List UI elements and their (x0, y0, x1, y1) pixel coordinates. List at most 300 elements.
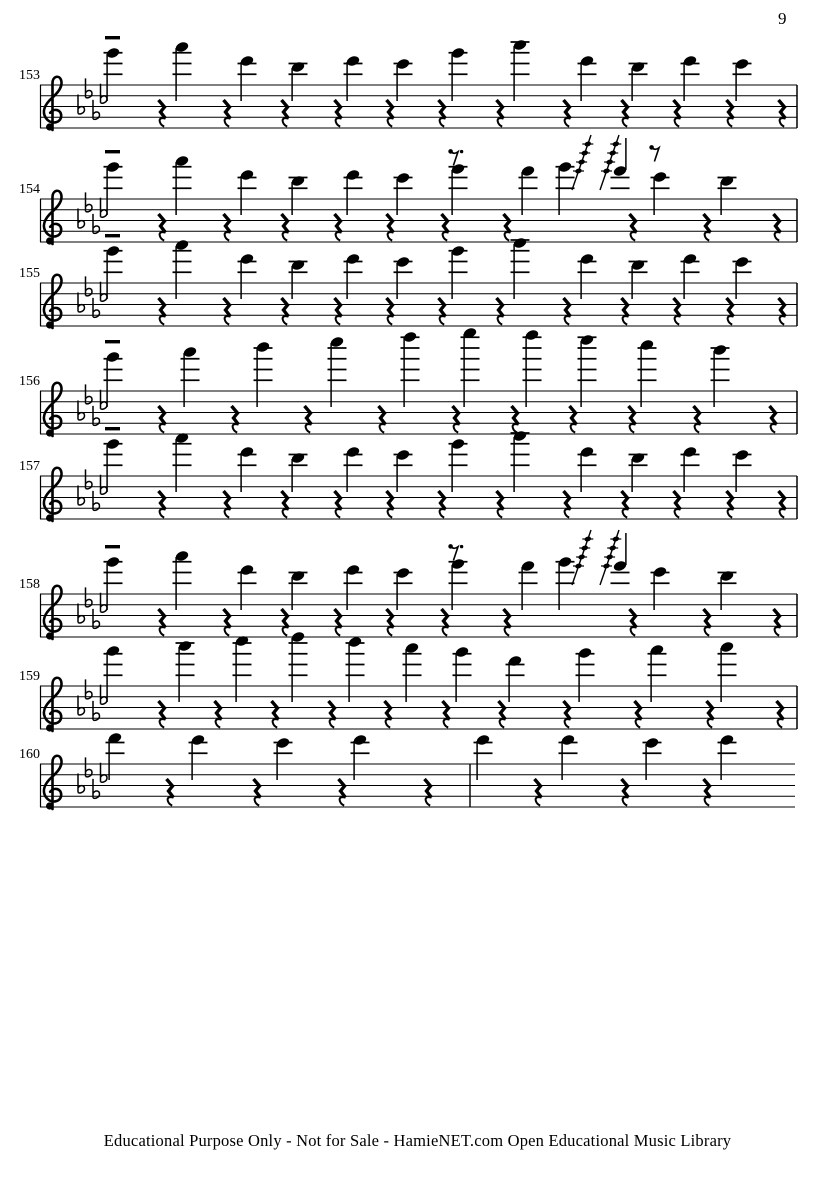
clef-blob (46, 123, 53, 130)
flat-stroke (86, 757, 93, 776)
note (474, 734, 493, 780)
rest-zigzag (282, 298, 289, 317)
quarter-rest (282, 100, 289, 127)
rest-hook (225, 509, 231, 517)
rest-zigzag (622, 491, 629, 510)
rest-hook (778, 719, 784, 727)
quarter-rest (282, 609, 289, 636)
quarter-rest (630, 214, 637, 241)
note (556, 161, 575, 215)
flat-sign (101, 475, 108, 494)
flat-stroke (101, 282, 108, 301)
quarter-rest (335, 100, 342, 127)
quarter-rest (564, 298, 571, 325)
grace-notehead (575, 168, 583, 175)
tenuto-dash (105, 340, 120, 343)
clef-blob (46, 321, 53, 328)
quarter-rest (305, 406, 312, 433)
flat-stroke (101, 198, 108, 217)
quarter-rest (443, 701, 450, 728)
rest-zigzag (499, 701, 506, 720)
rest-hook (631, 627, 637, 635)
rest-hook (160, 232, 166, 240)
quarter-rest (630, 609, 637, 636)
quarter-rest (727, 298, 734, 325)
note (394, 449, 413, 492)
rest-hook (225, 627, 231, 635)
quarter-rest (635, 701, 642, 728)
flat-sign (86, 469, 93, 488)
measure-number: 160 (19, 747, 40, 762)
quarter-rest (727, 100, 734, 127)
flat-sign (101, 84, 108, 103)
flat-stroke (78, 209, 85, 228)
rest-zigzag (439, 491, 446, 510)
rest-zigzag (282, 609, 289, 628)
flat-stroke (93, 298, 100, 317)
clef-blob (46, 632, 53, 639)
rest-hook (160, 719, 166, 727)
rest-stroke (451, 546, 458, 560)
note (643, 737, 662, 780)
rest-zigzag (622, 298, 629, 317)
note (578, 446, 597, 492)
measure-number: 159 (19, 669, 40, 684)
flat-stroke (93, 406, 100, 425)
rest-hook (330, 719, 336, 727)
quarter-rest (497, 298, 504, 325)
rest-zigzag (704, 609, 711, 628)
note (104, 234, 123, 299)
grace-notehead (606, 554, 614, 561)
rest-zigzag (224, 609, 231, 628)
page-number: 9 (778, 9, 787, 28)
flat-stroke (86, 679, 93, 698)
measure-number: 158 (19, 577, 40, 592)
note (238, 55, 257, 101)
rest-hook (705, 797, 711, 805)
quarter-rest (779, 491, 786, 518)
rest-zigzag (622, 100, 629, 119)
quarter-rest (774, 609, 781, 636)
note (559, 734, 578, 780)
rest-zigzag (224, 491, 231, 510)
flat-sign (86, 679, 93, 698)
flat-sign (93, 779, 100, 798)
rest-hook (160, 424, 166, 432)
rest-hook (388, 627, 394, 635)
flat-stroke (86, 587, 93, 606)
flat-sign (78, 486, 85, 505)
rest-zigzag (232, 406, 239, 425)
rest-zigzag (564, 701, 571, 720)
rest-zigzag (335, 298, 342, 317)
note (351, 734, 370, 780)
note (394, 256, 413, 299)
note (449, 47, 468, 101)
rest-stroke (652, 147, 659, 161)
rest-zigzag (379, 406, 386, 425)
rest-hook (565, 509, 571, 517)
flat-sign (101, 282, 108, 301)
flat-sign (93, 609, 100, 628)
rest-zigzag (570, 406, 577, 425)
tenuto-dash (105, 36, 120, 39)
rest-zigzag (282, 214, 289, 233)
quarter-rest (159, 406, 166, 433)
quarter-rest (629, 406, 636, 433)
quarter-rest (622, 298, 629, 325)
rest-hook (283, 232, 289, 240)
rest-hook (283, 118, 289, 126)
rest-zigzag (272, 701, 279, 720)
quarter-rest (707, 701, 714, 728)
note (176, 640, 195, 702)
grace-notehead (603, 168, 611, 175)
rest-zigzag (779, 298, 786, 317)
system-157 (19, 427, 797, 522)
rest-hook (728, 316, 734, 324)
grace-notehead (578, 554, 586, 561)
rest-hook (623, 118, 629, 126)
quarter-rest (442, 609, 449, 636)
rest-zigzag (282, 100, 289, 119)
rest-hook (500, 719, 506, 727)
flat-sign (93, 406, 100, 425)
rest-hook (771, 424, 777, 432)
rest-hook (388, 316, 394, 324)
rest-zigzag (497, 491, 504, 510)
rest-zigzag (674, 491, 681, 510)
rest-hook (388, 232, 394, 240)
note (289, 175, 308, 215)
rest-hook (498, 316, 504, 324)
rest-hook (336, 509, 342, 517)
note (181, 346, 200, 407)
rest-zigzag (635, 701, 642, 720)
rest-zigzag (159, 609, 166, 628)
rest-hook (565, 719, 571, 727)
rest-zigzag (335, 214, 342, 233)
rest-hook (536, 797, 542, 805)
eighth-rest (649, 145, 659, 161)
quarter-rest (777, 701, 784, 728)
note (511, 39, 530, 101)
rest-hook (380, 424, 386, 432)
note (238, 169, 257, 215)
rest-hook (283, 316, 289, 324)
rest-hook (443, 232, 449, 240)
note (733, 256, 752, 299)
quarter-rest (224, 298, 231, 325)
flat-sign (101, 390, 108, 409)
quarter-rest (282, 298, 289, 325)
grace-note-run (572, 530, 593, 585)
rest-zigzag (727, 491, 734, 510)
rest-zigzag (497, 298, 504, 317)
note (718, 734, 737, 780)
rest-zigzag (564, 298, 571, 317)
note (173, 155, 192, 215)
quarter-rest (674, 298, 681, 325)
flat-sign (86, 757, 93, 776)
rest-zigzag (630, 214, 637, 233)
note (344, 253, 363, 299)
flat-stroke (86, 78, 93, 97)
rest-zigzag (329, 701, 336, 720)
flat-stroke (101, 84, 108, 103)
quarter-rest (282, 214, 289, 241)
quarter-rest (159, 100, 166, 127)
flat-sign (93, 701, 100, 720)
note (394, 567, 413, 610)
quarter-rest (387, 100, 394, 127)
note (238, 564, 257, 610)
quarter-rest (215, 701, 222, 728)
measure-number: 155 (19, 266, 40, 281)
rest-zigzag (167, 779, 174, 798)
rest-hook (630, 424, 636, 432)
grace-notehead (584, 536, 592, 543)
rest-zigzag (224, 298, 231, 317)
note (289, 631, 308, 702)
rest-hook (160, 627, 166, 635)
rest-zigzag (774, 214, 781, 233)
note (104, 340, 123, 407)
note (733, 449, 752, 492)
rest-zigzag (694, 406, 701, 425)
quarter-rest (329, 701, 336, 728)
rest-zigzag (774, 609, 781, 628)
system-156 (19, 327, 797, 437)
rest-hook (780, 509, 786, 517)
rest-hook (708, 719, 714, 727)
rest-hook (728, 118, 734, 126)
rest-hook (571, 424, 577, 432)
flat-stroke (78, 95, 85, 114)
quarter-rest (387, 214, 394, 241)
quarter-rest (504, 214, 511, 241)
rest-hook (336, 316, 342, 324)
note (106, 732, 125, 780)
rest-hook (216, 719, 222, 727)
flat-stroke (93, 491, 100, 510)
rest-zigzag (387, 100, 394, 119)
quarter-rest (335, 214, 342, 241)
flat-sign (86, 384, 93, 403)
flat-sign (101, 198, 108, 217)
flat-stroke (101, 390, 108, 409)
rest-hook (336, 118, 342, 126)
quarter-rest (622, 491, 629, 518)
note (511, 430, 530, 492)
rest-hook (443, 627, 449, 635)
note (173, 239, 192, 299)
note (238, 253, 257, 299)
rest-zigzag (630, 609, 637, 628)
quarter-rest (385, 701, 392, 728)
rest-zigzag (439, 100, 446, 119)
quarter-rest (704, 214, 711, 241)
rest-zigzag (779, 491, 786, 510)
rest-zigzag (387, 491, 394, 510)
flat-sign (78, 696, 85, 715)
quarter-rest (499, 701, 506, 728)
quarter-rest (704, 609, 711, 636)
quarter-rest (159, 491, 166, 518)
grace-notehead (581, 545, 589, 552)
flat-sign (78, 604, 85, 623)
rest-zigzag (564, 491, 571, 510)
quarter-rest (504, 609, 511, 636)
quarter-rest (564, 491, 571, 518)
quarter-rest (779, 298, 786, 325)
augmentation-dot (460, 545, 463, 548)
measure-number: 153 (19, 68, 40, 83)
quarter-rest (224, 491, 231, 518)
note (449, 163, 468, 215)
flat-stroke (101, 593, 108, 612)
rest-hook (160, 509, 166, 517)
note (403, 642, 422, 702)
dotted-eighth-rest (448, 149, 463, 165)
system-154 (19, 135, 797, 245)
grace-note-run (600, 135, 621, 190)
rest-hook (454, 424, 460, 432)
quarter-rest (224, 100, 231, 127)
quarter-rest (779, 100, 786, 127)
quarter-rest (335, 609, 342, 636)
rest-zigzag (727, 100, 734, 119)
rest-hook (623, 509, 629, 517)
footer-text: Educational Purpose Only - Not for Sale - HamieNET.com Open Educational Music Library (103, 1131, 732, 1150)
rest-zigzag (387, 298, 394, 317)
note (681, 253, 700, 299)
rest-hook (636, 719, 642, 727)
rest-hook (440, 118, 446, 126)
quarter-rest (774, 214, 781, 241)
rest-hook (336, 232, 342, 240)
rest-hook (444, 719, 450, 727)
rest-hook (505, 232, 511, 240)
rest-zigzag (512, 406, 519, 425)
note (453, 646, 472, 702)
note (274, 737, 293, 780)
rest-hook (273, 719, 279, 727)
rest-hook (780, 316, 786, 324)
dotted-eighth-rest (448, 544, 463, 560)
note (344, 169, 363, 215)
rest-zigzag (224, 100, 231, 119)
system-159 (19, 631, 797, 732)
flat-sign (78, 95, 85, 114)
grace-notehead (612, 141, 620, 148)
rest-hook (440, 509, 446, 517)
quarter-rest (564, 701, 571, 728)
rest-zigzag (335, 100, 342, 119)
note (104, 545, 123, 610)
rest-zigzag (453, 406, 460, 425)
augmentation-dot (460, 150, 463, 153)
quarter-rest (159, 214, 166, 241)
flat-sign (86, 78, 93, 97)
quarter-rest (727, 491, 734, 518)
quarter-rest (439, 491, 446, 518)
quarter-rest (387, 491, 394, 518)
flat-stroke (101, 685, 108, 704)
flat-stroke (86, 192, 93, 211)
quarter-rest (282, 491, 289, 518)
rest-zigzag (504, 214, 511, 233)
quarter-rest (570, 406, 577, 433)
clef-blob (46, 514, 53, 521)
rest-hook (160, 316, 166, 324)
grace-note-run (572, 135, 593, 190)
quarter-rest (387, 609, 394, 636)
note (394, 172, 413, 215)
grace-notehead (609, 150, 617, 157)
rest-zigzag (387, 214, 394, 233)
quarter-rest (272, 701, 279, 728)
note (328, 336, 347, 407)
rest-hook (513, 424, 519, 432)
flat-sign (93, 100, 100, 119)
quarter-rest (497, 100, 504, 127)
clef-blob (46, 237, 53, 244)
system-158 (19, 530, 797, 640)
flat-sign (93, 214, 100, 233)
quarter-rest (704, 779, 711, 806)
quarter-rest (564, 100, 571, 127)
tenuto-dash (105, 545, 120, 548)
quarter-rest (674, 100, 681, 127)
rest-zigzag (535, 779, 542, 798)
rest-hook (225, 232, 231, 240)
rest-zigzag (282, 491, 289, 510)
rest-zigzag (442, 609, 449, 628)
rest-zigzag (779, 100, 786, 119)
quarter-rest (535, 779, 542, 806)
rest-zigzag (674, 100, 681, 119)
system-155 (19, 234, 797, 329)
note (289, 259, 308, 299)
grace-notehead (584, 141, 592, 148)
rest-zigzag (159, 214, 166, 233)
quarter-rest (159, 298, 166, 325)
rest-zigzag (224, 214, 231, 233)
flat-sign (86, 192, 93, 211)
flat-stroke (93, 214, 100, 233)
quarter-rest (439, 100, 446, 127)
quarter-rest (335, 298, 342, 325)
system-160 (19, 732, 795, 810)
note (289, 61, 308, 101)
note (233, 635, 252, 702)
note (346, 636, 365, 702)
rest-zigzag (159, 406, 166, 425)
quarter-rest (439, 298, 446, 325)
flat-stroke (78, 401, 85, 420)
note (344, 55, 363, 101)
note (401, 331, 420, 407)
flat-sign (78, 401, 85, 420)
tenuto-dash (105, 150, 120, 153)
rest-hook (705, 232, 711, 240)
note (289, 452, 308, 492)
note (519, 165, 538, 215)
rest-zigzag (504, 609, 511, 628)
quarter-rest (339, 779, 346, 806)
